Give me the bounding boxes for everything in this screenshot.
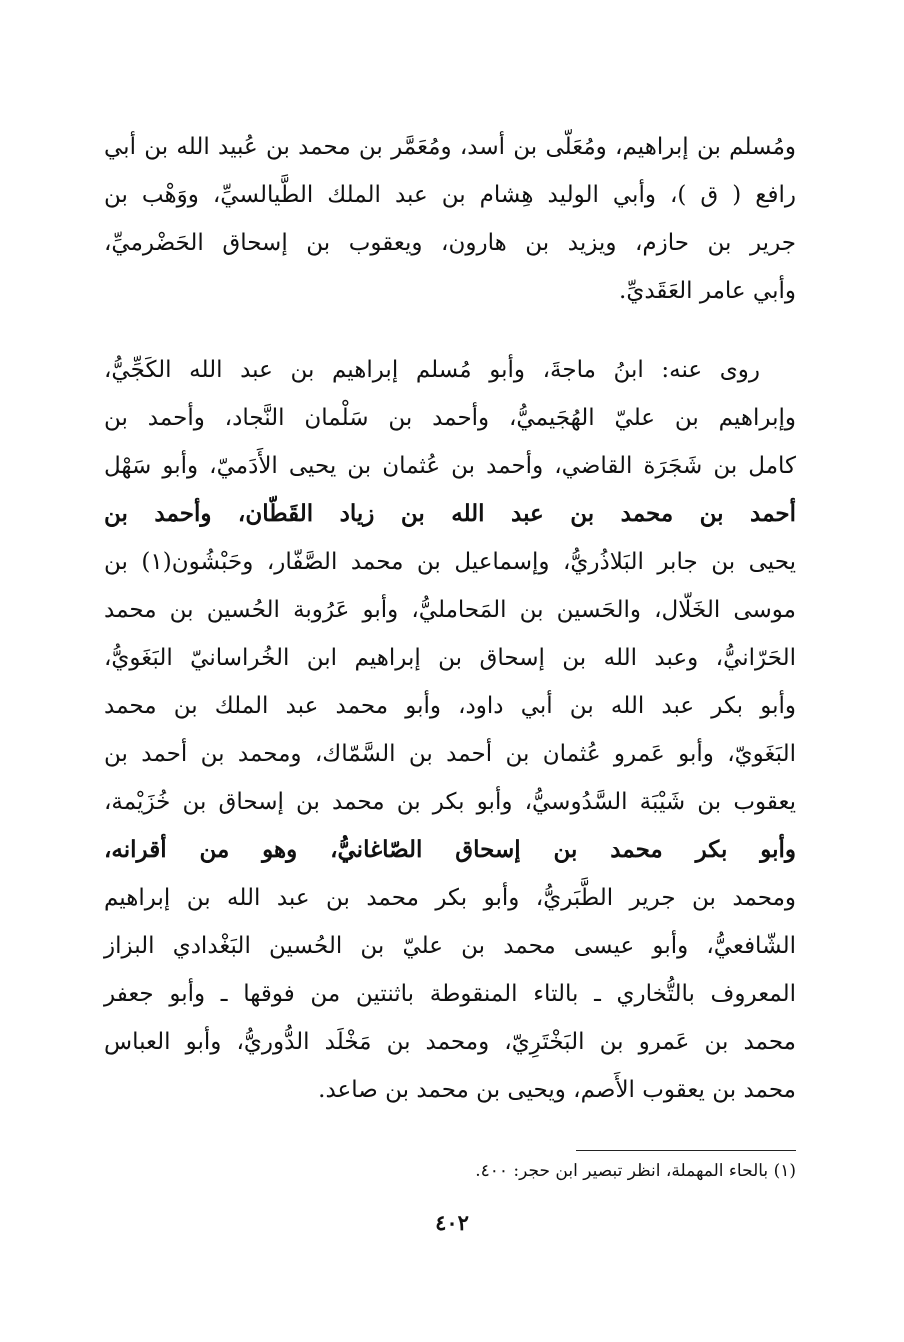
page-number: ٤٠٢ xyxy=(435,1210,469,1235)
footnote-separator xyxy=(576,1150,796,1151)
text-line: جرير بن حازم، ويزيد بن هارون، ويعقوب بن إسحاق الحَضْرميِّ، xyxy=(104,230,796,256)
text-line: وأبو بكر عبد الله بن أبي داود، وأبو محمد عبد الملك بن محمد xyxy=(104,693,796,719)
text-line: المعروف بالتُّخاري ـ بالتاء المنقوطة باثنتين من فوقها ـ وأبو جعفر xyxy=(104,981,796,1007)
text-line: وإبراهيم بن عليّ الهُجَيميُّ، وأحمد بن سَلْمان النَّجاد، وأحمد بن xyxy=(104,405,796,431)
footnote xyxy=(104,1156,796,1186)
text-line: ومُسلم بن إبراهيم، ومُعَلّى بن أسد، ومُعَمَّر بن محمد بن عُبيد الله بن أبي xyxy=(104,134,796,160)
paragraph-students xyxy=(104,346,796,1114)
text-line: روى عنه: ابنُ ماجةَ، وأبو مُسلم إبراهيم بن عبد الله الكَجِّيُّ، xyxy=(104,357,760,383)
text-line: وأبو بكر محمد بن إسحاق الصّاغانيُّ، وهو من أقرانه، xyxy=(104,836,796,863)
text-line: الشّافعيُّ، وأبو عيسى محمد بن عليّ بن الحُسين البَغْدادي البزاز xyxy=(104,933,796,959)
text-line: محمد بن عَمرو بن البَخْتَرِيّ، ومحمد بن مَخْلَد الدُّوريُّ، وأبو العباس xyxy=(104,1029,796,1055)
text-line: الحَرّانيُّ، وعبد الله بن إسحاق بن إبراهيم ابن الخُراسانيّ البَغَويُّ، xyxy=(104,645,796,671)
text-line: رافع ( ق )، وأبي الوليد هِشام بن عبد الملك الطَّيالسيِّ، ووَهْب بن xyxy=(104,182,796,208)
text-line: كامل بن شَجَرَة القاضي، وأحمد بن عُثمان بن يحيى الأَدَميّ، وأبو سَهْل xyxy=(104,453,796,479)
footnote-text: بالحاء المهملة، انظر تبصير ابن حجر: ٤٠٠. xyxy=(475,1161,769,1181)
text-line: محمد بن يعقوب الأَصم، ويحيى بن محمد بن صاعد. xyxy=(318,1077,796,1103)
text-line: موسى الخَلّال، والحَسين بن المَحامليُّ، وأبو عَرُوبة الحُسين بن محمد xyxy=(104,597,796,623)
text-line: أحمد بن محمد بن عبد الله بن زياد القَطّان، وأحمد بن xyxy=(104,500,796,527)
text-line: يعقوب بن شَيْبَة السَّدُوسيُّ، وأبو بكر بن محمد بن إسحاق بن خُزَيْمة، xyxy=(104,789,796,815)
footnote-marker: (١) xyxy=(773,1161,796,1181)
text-line: ومحمد بن جرير الطَّبَريُّ، وأبو بكر محمد بن عبد الله بن إبراهيم xyxy=(104,885,796,911)
paragraph-teachers xyxy=(104,123,796,315)
text-line: البَغَويّ، وأبو عَمرو عُثمان بن أحمد بن السَّمّاك، ومحمد بن أحمد بن xyxy=(104,741,796,767)
text-line: وأبي عامر العَقَديِّ. xyxy=(619,278,796,304)
text-line: يحيى بن جابر البَلاذُريُّ، وإسماعيل بن محمد الصَّفّار، وحَبْشُون(١) بن xyxy=(104,549,796,575)
